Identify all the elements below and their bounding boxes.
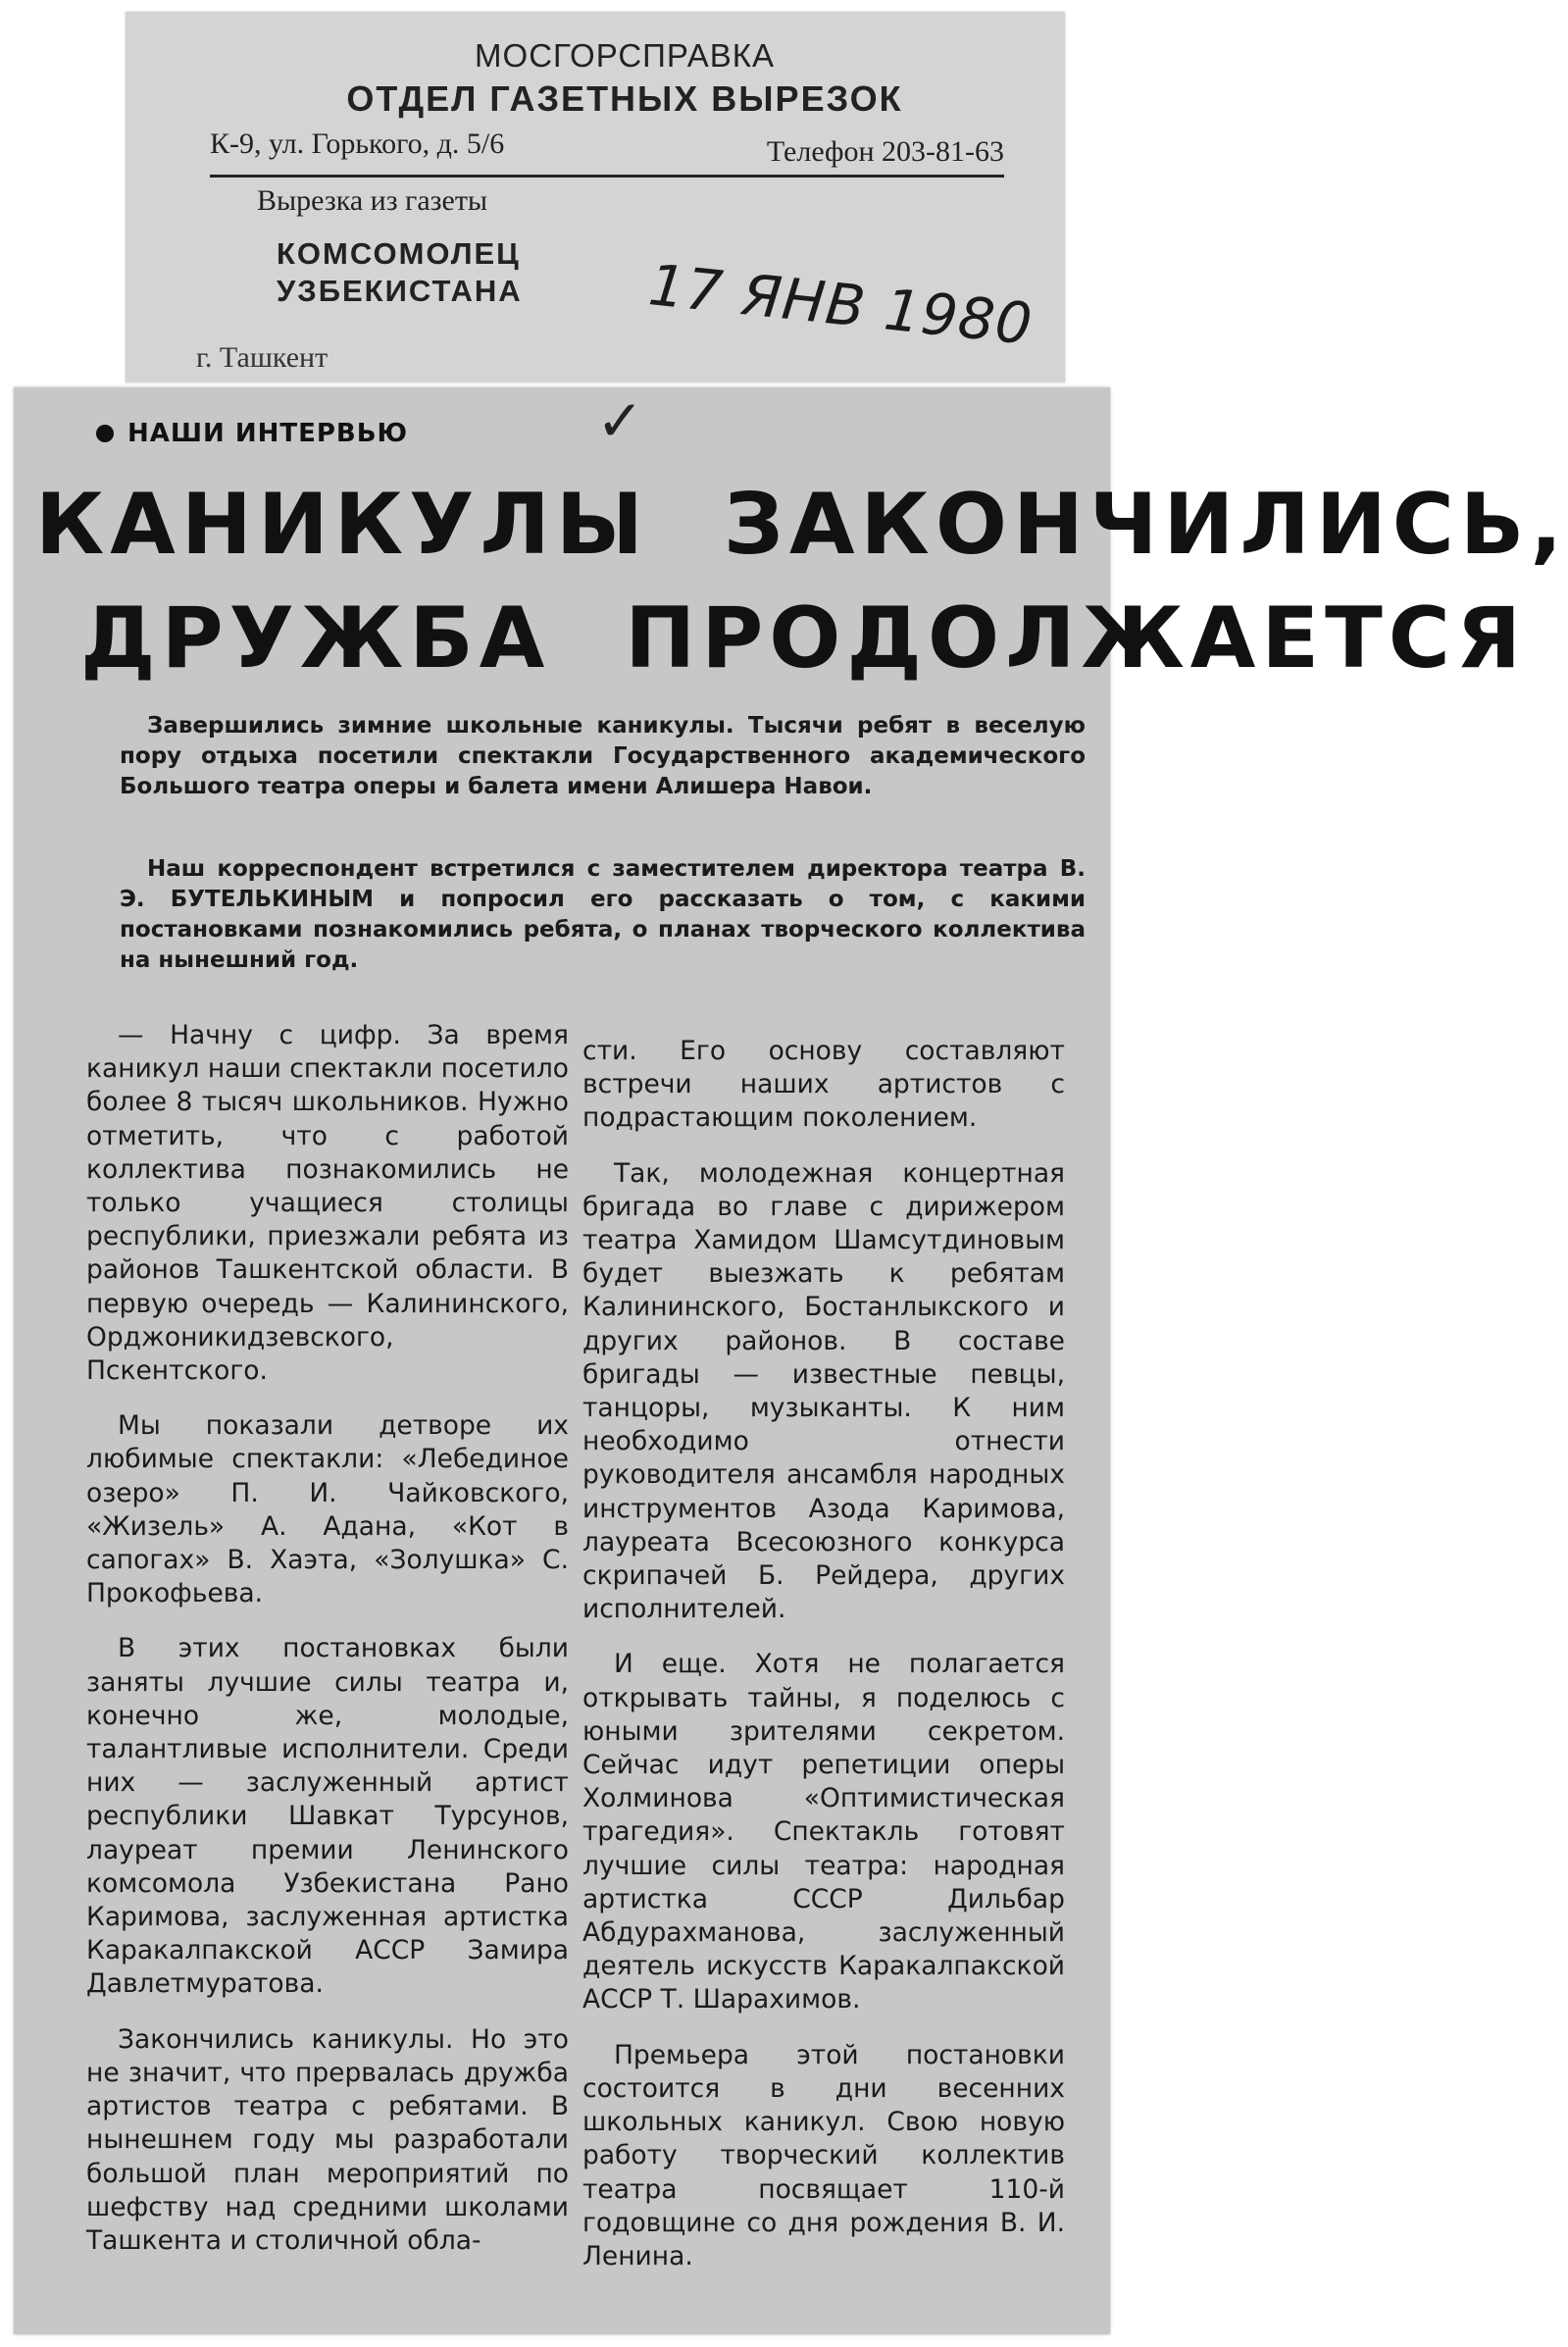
newspaper-clipping (14, 387, 1568, 2334)
clip-date-stamp: 17 ЯНВ 1980 (645, 251, 1037, 358)
article-column-left (86, 1019, 569, 2279)
check-mark-icon: ✓ (596, 387, 644, 454)
headline-line-2: ДРУЖБА ПРОДОЛЖАЕТСЯ (80, 589, 1528, 688)
clip-source-label: Вырезка из газеты (257, 184, 488, 217)
stamp-divider (210, 175, 1004, 178)
body-paragraph: Закончились каникулы. Но это не значит, что прервалась дружба артистов театра с ребятами. В нынешнем году мы разработали большой план мероприятий по шефству над средними школами Ташкента и столичной обла- (86, 2023, 569, 2256)
article-column-right (582, 1035, 1065, 2295)
clipping-service-stamp (126, 12, 1065, 383)
body-paragraph: Мы показали детворе их любимые спектакли: «Лебединое озеро» П. И. Чайковского, «Жизель» А. Адана, «Кот в сапогах» В. Хаэта, «Золушка» С. Прокофьева. (86, 1410, 569, 1609)
body-paragraph: И еще. Хотя не полагается открывать тайны, я поделюсь с юными зрителями секретом. Сейчас идут репетиции оперы Холминова «Оптимистическая трагедия». Спектакль готовят лучшие силы театра: народная артистка СССР Дильбар Абдурахманова, заслуженный деятель искусств Каракалпакской АССР Т. Шарахимов. (582, 1649, 1065, 2015)
newspaper-name-line2: УЗБЕКИСТАНА (277, 274, 523, 308)
lead-paragraph-2: Наш корреспондент встретился с заместителем директора театра В. Э. БУТЕЛЬКИНЫМ и попросил его рассказать о том, с какими постановками познакомились ребята, о планах творческого коллектива на нынешний год. (120, 856, 1086, 973)
newspaper-name-line1: КОМСОМОЛЕЦ (277, 236, 521, 271)
stamp-organization: МОСГОРСПРАВКА (475, 37, 775, 74)
body-paragraph: В этих постановках были заняты лучшие силы театра и, конечно же, молодые, талантливые исполнители. Среди них — заслуженный артист республики Шавкат Турсунов, лауреат премии Ленинского комсомола Узбекистана Рано Каримова, заслуженная артистка Каракалпакской АССР Замира Давлетмуратова. (86, 1633, 569, 2000)
rubric (96, 419, 408, 448)
newspaper-name (277, 235, 523, 310)
lead-paragraph-1: Завершились зимние школьные каникулы. Тысячи ребят в веселую пору отдыха посетили спектакли Государственного академического Большого театра оперы и балета имени Алишера Навои. (120, 713, 1086, 799)
stamp-phone: Телефон 203-81-63 (766, 135, 1004, 168)
stamp-department: ОТДЕЛ ГАЗЕТНЫХ ВЫРЕЗОК (346, 78, 903, 119)
body-paragraph: Так, молодежная концертная бригада во главе с дирижером театра Хамидом Шамсутдиновым будет выезжать к ребятам Калининского, Бостанлыкского и других районов. В составе бригады — известные певцы, танцоры, музыканты. К ним необходимо отнести руководителя ансамбля народных инструментов Азода Каримова, лауреата Всесоюзного конкурса скрипачей Б. Рейдера, других исполнителей. (582, 1157, 1065, 1625)
rubric-label: НАШИ ИНТЕРВЬЮ (127, 419, 409, 448)
body-paragraph-continuation: сти. Его основу составляют встречи наших артистов с подрастающим поколением. (582, 1036, 1065, 1134)
body-paragraph: — Начну с цифр. За время каникул наши спектакли посетило более 8 тысяч школьников. Нужно отметить, что с работой коллектива познакомились не только учащиеся столицы республики, приезжали ребята из районов Ташкентской области. В первую очередь — Калининского, Орджоникидзевского, Пскентского. (86, 1020, 569, 1387)
body-paragraph: Премьера этой постановки состоится в дни весенних школьных каникул. Свою новую работу творческий коллектив театра посвящает 110-й годовщине со дня рождения В. И. Ленина. (582, 2039, 1065, 2271)
bullet-icon (96, 425, 114, 442)
clip-city: г. Ташкент (196, 341, 329, 374)
stamp-address: К-9, ул. Горького, д. 5/6 (210, 128, 505, 160)
headline-line-1: КАНИКУЛЫ ЗАКОНЧИЛИСЬ, (35, 476, 1568, 574)
